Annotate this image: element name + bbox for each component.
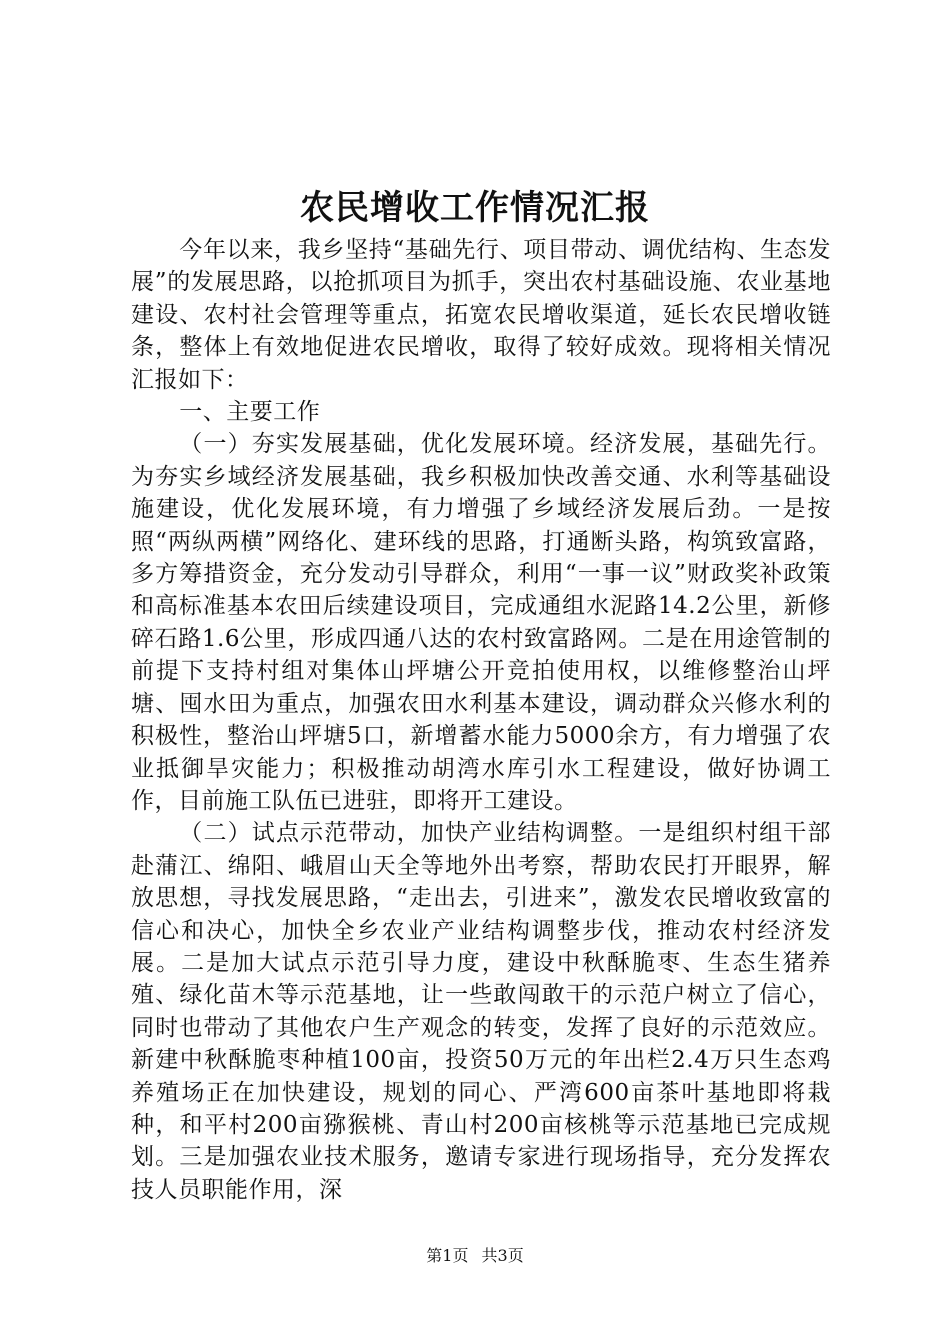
page-total: 共3页 [481,1246,524,1265]
paragraph-foundation: （一）夯实发展基础，优化发展环境。经济发展，基础先行。为夯实乡域经济发展基础，我乡积极加快改善交通、水利等基础设施建设，优化发展环境，有力增强了乡域经济发展后劲。一是按照“两纵两横”网络化、建环线的思路，打通断头路，构筑致富路，多方筹措资金，充分发动引导群众，利用“一事一议”财政奖补政策和高标准基本农田后续建设项目，完成通组水泥路14.2公里，新修碎石路1.6公里，形成四通八达的农村致富路网。二是在用途管制的前提下支持村组对集体山坪塘公开竞拍使用权，以维修整治山坪塘、囤水田为重点，加强农田水利基本建设，调动群众兴修水利的积极性，整治山坪塘5口，新增蓄水能力5000余方，有力增强了农业抵御旱灾能力；积极推动胡湾水库引水工程建设，做好协调工作，目前施工队伍已进驻，即将开工建设。 [131,431,831,814]
section-heading-main-work: 一、主要工作 [179,399,321,426]
paragraph-demonstration: （二）试点示范带动，加快产业结构调整。一是组织村组干部赴蒲江、绵阳、峨眉山天全等地外出考察，帮助农民打开眼界，解放思想，寻找发展思路，“走出去，引进来”，激发农民增收致富的信心和决心，加快全乡农业产业结构调整步伐，推动农村经济发展。二是加大试点示范引导力度，建设中秋酥脆枣、生态生猪养殖、绿化苗木等示范基地，让一些敢闯敢干的示范户树立了信心，同时也带动了其他农户生产观念的转变，发挥了良好的示范效应。新建中秋酥脆枣种植100亩，投资50万元的年出栏2.4万只生态鸡养殖场正在加快建设，规划的同心、严湾600亩茶叶基地即将栽种，和平村200亩猕猴桃、青山村200亩核桃等示范基地已完成规划。三是加强农业技术服务，邀请专家进行现场指导，充分发挥农技人员职能作用，深 [131,820,831,1203]
document-body [131,234,831,1206]
document-title: 农民增收工作情况汇报 [300,188,650,228]
page-number: 第1页 [426,1246,469,1265]
paragraph-intro: 今年以来，我乡坚持“基础先行、项目带动、调优结构、生态发展”的发展思路，以抢抓项目为抓手，突出农村基础设施、农业基地建设、农村社会管理等重点，拓宽农民增收渠道，延长农民增收链条，整体上有效地促进农民增收，取得了较好成效。现将相关情况汇报如下： [131,237,831,393]
page-footer [0,1245,950,1267]
